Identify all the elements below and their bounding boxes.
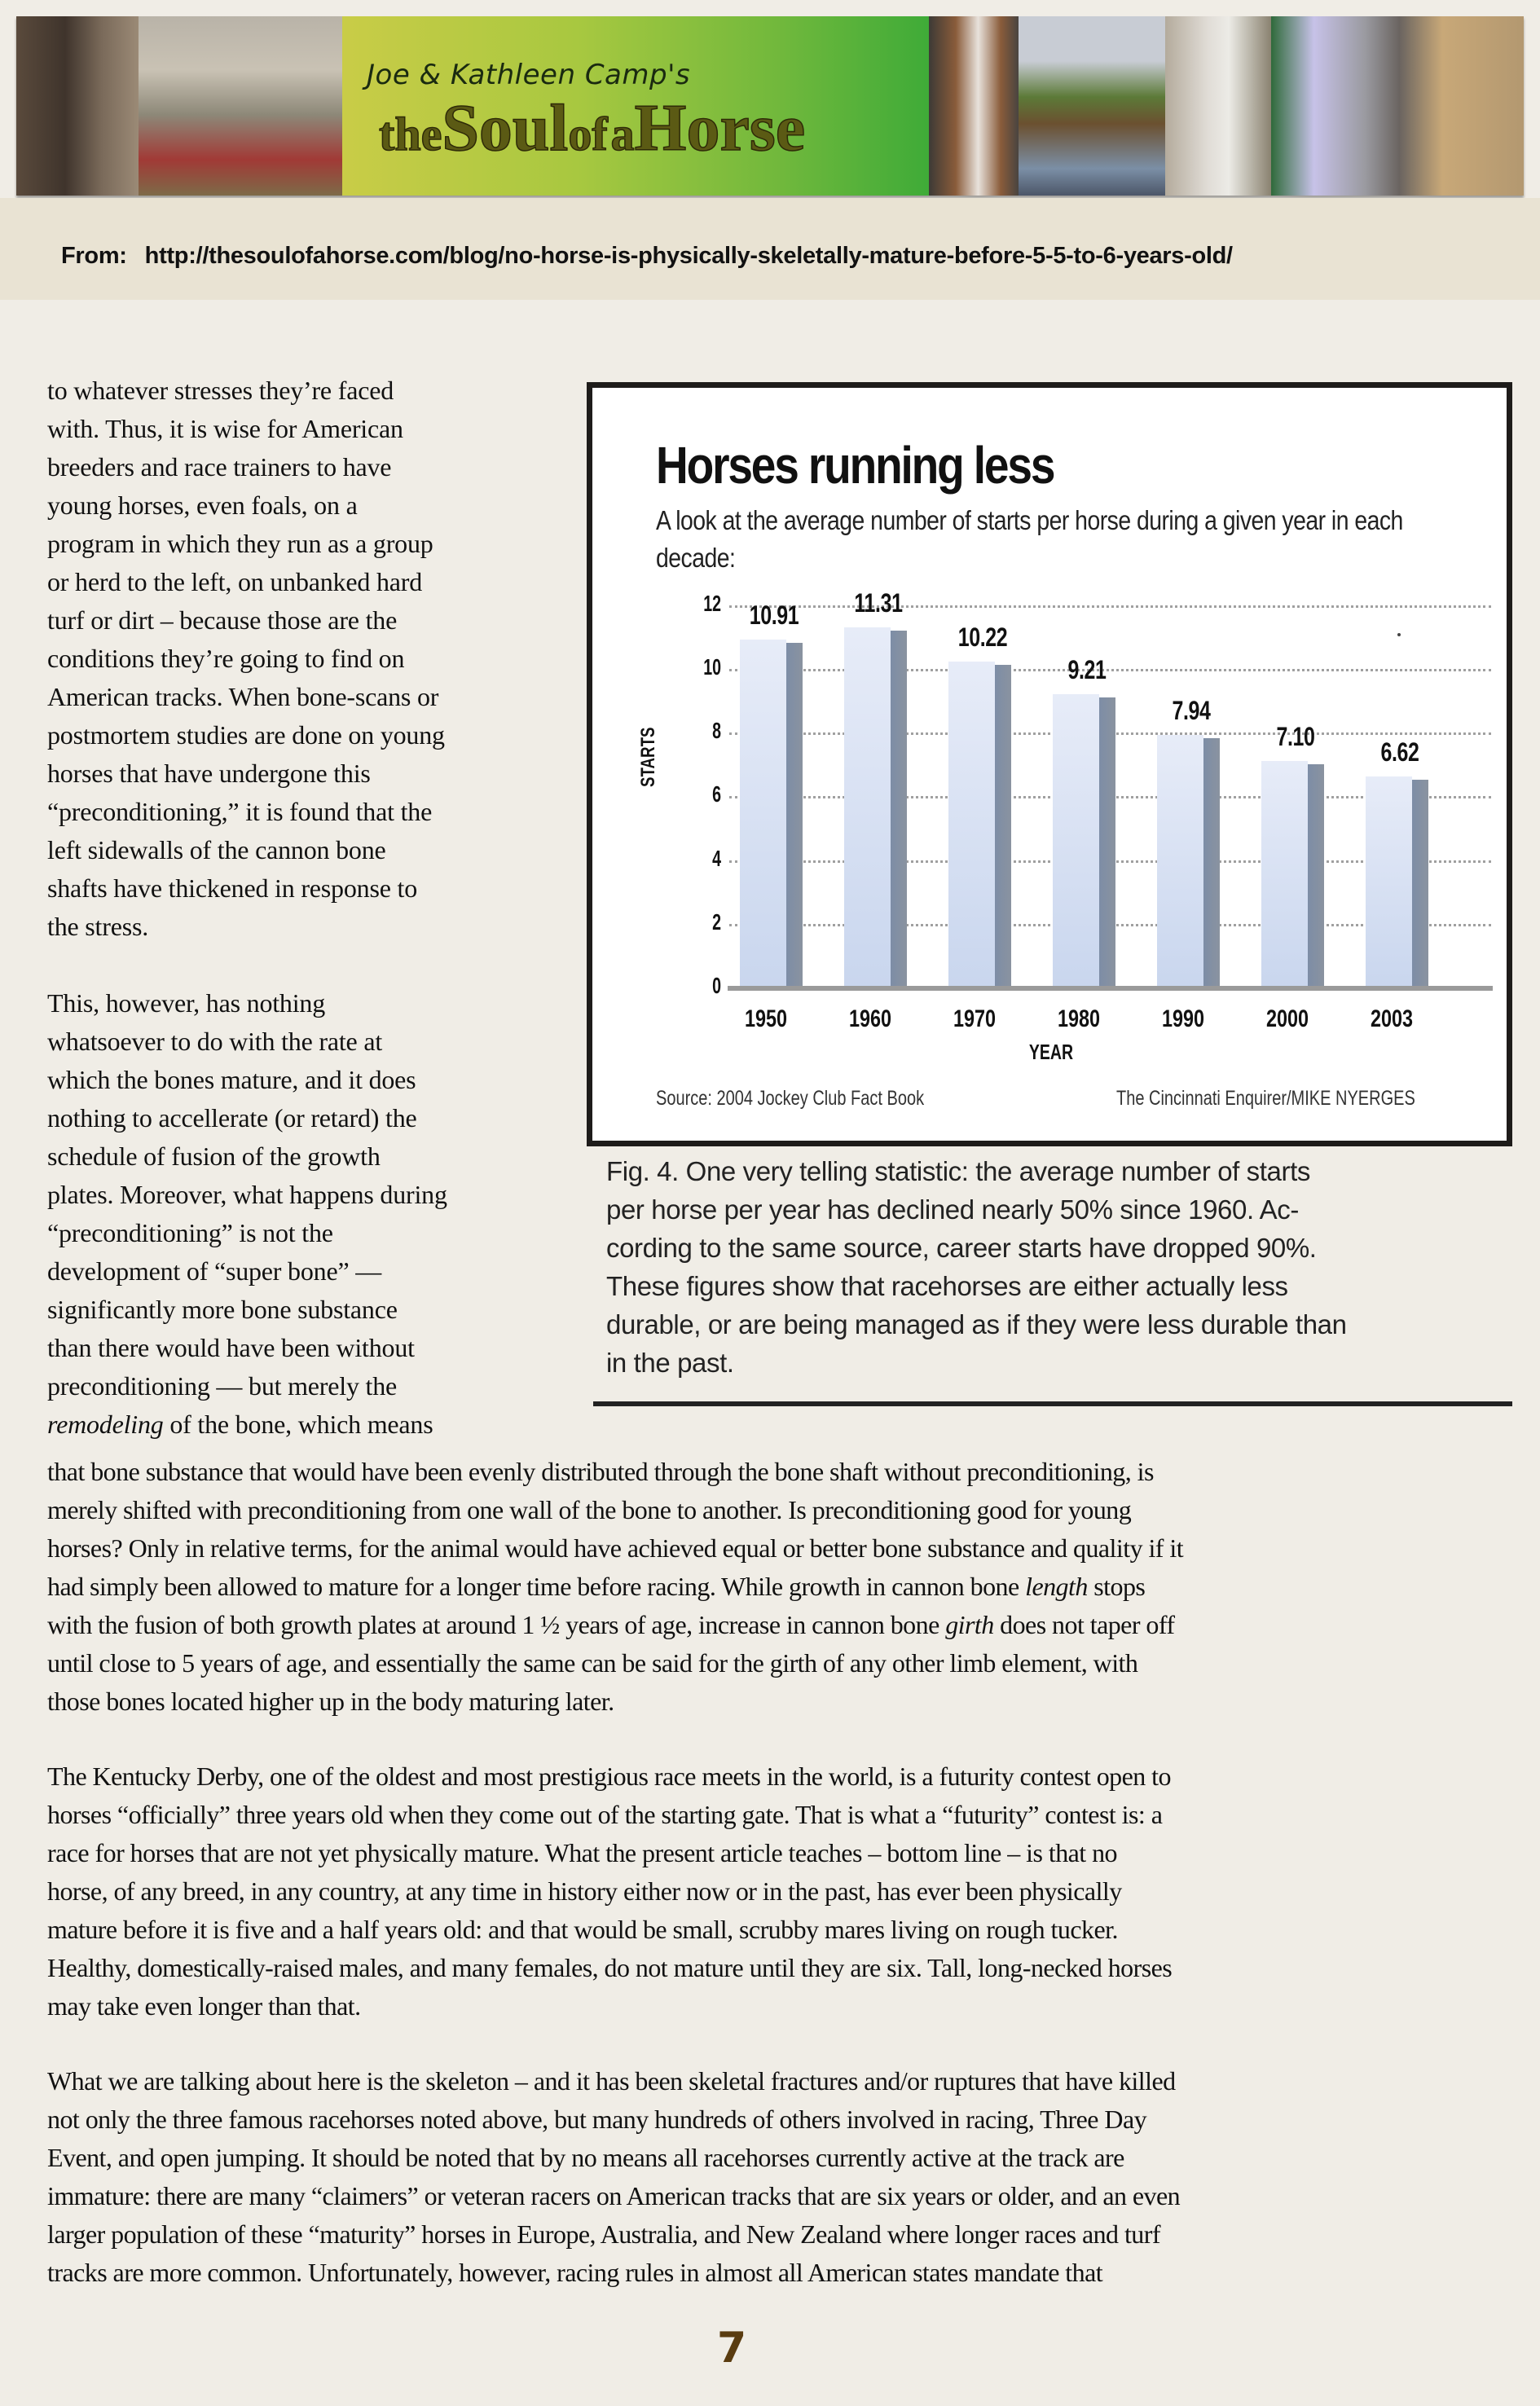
bar-face bbox=[740, 640, 786, 987]
bar-face bbox=[1053, 694, 1099, 987]
bar-face bbox=[1261, 761, 1308, 987]
y-tick-label: 2 bbox=[712, 908, 721, 935]
bar-value-label: 10.22 bbox=[957, 622, 1008, 653]
caption-divider bbox=[593, 1401, 1512, 1406]
paint-horse-photo bbox=[929, 16, 1019, 196]
chart-credit: The Cincinnati Enquirer/MIKE NYERGES bbox=[1116, 1087, 1415, 1110]
chart-title: Horses running less bbox=[656, 436, 1054, 495]
brand-title: theSoulof aHorse bbox=[379, 90, 806, 165]
x-axis-label: YEAR bbox=[1028, 1040, 1074, 1064]
bar-value-label: 7.94 bbox=[1172, 695, 1211, 725]
x-tick-label: 1950 bbox=[744, 1005, 788, 1032]
bar-shadow bbox=[1099, 697, 1115, 987]
left-column-text bbox=[47, 372, 569, 1482]
x-tick-label: 1970 bbox=[953, 1005, 997, 1032]
y-tick-label: 4 bbox=[712, 845, 721, 871]
cowboy-with-foal-photo bbox=[139, 16, 342, 196]
bar-2000 bbox=[1261, 722, 1324, 987]
bar-value-label: 9.21 bbox=[1067, 654, 1107, 684]
bar-1950 bbox=[740, 600, 803, 987]
figure-caption: Fig. 4. One very telling statistic: the average number of starts per horse per year has declined nearly 50% since 1960. Ac- cording to the same source, career starts have dropped 90%. These figures show that racehorses are either actually less durable, or are being managed as if they were less durable than in the past. bbox=[606, 1156, 1347, 1378]
y-tick-label: 8 bbox=[712, 718, 721, 744]
horse-photo bbox=[16, 16, 139, 196]
bar-1960 bbox=[844, 587, 907, 987]
bar-shadow bbox=[891, 631, 907, 987]
bar-face bbox=[1366, 776, 1412, 987]
paragraph: This, however, has nothing whatsoever to do with the rate at which the bones mature, and it does nothing to accellerate (or retard) the schedule of fusion of the growth plates. Moreover, what happens during “preconditioning” is not the development of “super bone” — significantly more bone substance than there would have been without preconditioning — but merely the remodeling of the bone, which means bbox=[47, 988, 447, 1439]
x-tick-label: 1980 bbox=[1057, 1005, 1101, 1032]
y-tick-label: 6 bbox=[712, 781, 721, 807]
y-tick-label: 12 bbox=[703, 590, 721, 616]
y-tick-label: 10 bbox=[703, 654, 721, 680]
x-tick-label: 1990 bbox=[1161, 1005, 1205, 1032]
x-axis-baseline bbox=[728, 986, 1493, 991]
x-tick-label: 2000 bbox=[1265, 1005, 1309, 1032]
bar-1990 bbox=[1157, 695, 1220, 987]
y-tick-label: 0 bbox=[712, 973, 721, 998]
source-line bbox=[61, 243, 1233, 270]
man-kissing-horse-photo bbox=[1019, 16, 1165, 196]
bar-face bbox=[948, 662, 995, 987]
bar-face bbox=[1157, 735, 1203, 987]
source-url[interactable]: http://thesoulofahorse.com/blog/no-horse-is-physically-skeletally-mature-before-5-5-to-6-years-old/ bbox=[144, 243, 1233, 269]
chart-figure bbox=[587, 382, 1512, 1146]
y-axis-label: STARTS bbox=[637, 727, 659, 787]
x-tick-label: 2003 bbox=[1370, 1005, 1414, 1032]
from-label: From: bbox=[61, 243, 127, 269]
bar-shadow bbox=[1203, 738, 1220, 987]
site-banner bbox=[16, 16, 1524, 196]
bar-value-label: 6.62 bbox=[1380, 737, 1419, 768]
bar-shadow bbox=[995, 665, 1011, 987]
bar-1970 bbox=[948, 622, 1011, 987]
source-band bbox=[0, 198, 1540, 300]
bar-shadow bbox=[1308, 764, 1324, 987]
chart-source: Source: 2004 Jockey Club Fact Book bbox=[656, 1087, 925, 1110]
horse-photo-edge bbox=[1442, 16, 1524, 196]
paragraph-continued: that bone substance that would have been evenly distributed through the bone shaft without preconditioning, is merely shifted with preconditioning from one wall of the bone to another. Is preconditioning good for young horses? Only in relative terms, for the animal would have achieved equal or better bone substance and quality if it had simply been allowed to mature for a longer time before racing. While growth in cannon bone length stops with the fusion of both growth plates at around 1 ½ years of age, increase in cannon bone girth does not taper off until close to 5 years of age, and essentially the same can be said for the girth of any other limb element, with those bones located higher up in the body maturing later. bbox=[47, 1457, 1184, 1716]
bar-shadow bbox=[786, 643, 803, 987]
bar-face bbox=[844, 627, 891, 987]
page-number: 7 bbox=[717, 2324, 747, 2373]
x-tick-label: 1960 bbox=[848, 1005, 892, 1032]
bar-1980 bbox=[1053, 654, 1115, 987]
paragraph: to whatever stresses they’re faced with. Thus, it is wise for American breeders and race trainers to have young horses, even foals, on a program in which they run as a group or herd to the left, on unbanked hard turf or dirt – because those are the conditions they’re going to find on American tracks. When bone-scans or postmortem studies are done on young horses that have undergone this “preconditioning,” it is found that the left sidewalls of the cannon bone shafts have thickened in response to the stress. bbox=[47, 376, 445, 941]
bar-2003 bbox=[1366, 737, 1428, 987]
bar-value-label: 11.31 bbox=[854, 587, 903, 618]
bar-value-label: 10.91 bbox=[749, 600, 799, 631]
paragraph-kentucky-derby: The Kentucky Derby, one of the oldest and most prestigious race meets in the world, is a futurity contest open to horses “officially” three years old when they come out of the starting gate. That is what a “futurity” contest is: a race for horses that are not yet physically mature. What the present article teaches – bottom line – is that no horse, of any breed, in any country, at any time in history either now or in the past, has ever been physically mature before it is five and a half years old: and that would be small, scrubby mares living on rough tucker. Healthy, domestically-raised males, and many females, do not mature until they are six. Tall, long-necked horses may take even longer than that. bbox=[47, 1762, 1173, 2021]
bar-shadow bbox=[1412, 780, 1428, 987]
paragraph-skeleton: What we are talking about here is the skeleton – and it has been skeletal fractures and/or ruptures that have killed not only the three famous racehorses noted above, but many hundreds of others involved in racing, Three Day Event, and open jumping. It should be noted that by no means all racehorses currently active at the track are immature: there are many “claimers” or veteran racers on American tracks that are six years or older, and an even larger population of these “maturity” horses in Europe, Australia, and New Zealand where longer races and turf tracks are more common. Unfortunately, however, racing rules in almost all American states mandate that bbox=[47, 2066, 1181, 2287]
bar-value-label: 7.10 bbox=[1276, 722, 1315, 752]
chart-subtitle: A look at the average number of starts per horse during a given year in each decade: bbox=[656, 505, 1403, 573]
woman-with-grey-horse-photo bbox=[1271, 16, 1442, 196]
brand-subtitle: Joe & Kathleen Camp's bbox=[367, 59, 691, 91]
brand-logo bbox=[342, 16, 929, 196]
chart-plot-area bbox=[592, 388, 1507, 1141]
stray-dot bbox=[1397, 633, 1401, 636]
white-foal-photo bbox=[1165, 16, 1271, 196]
